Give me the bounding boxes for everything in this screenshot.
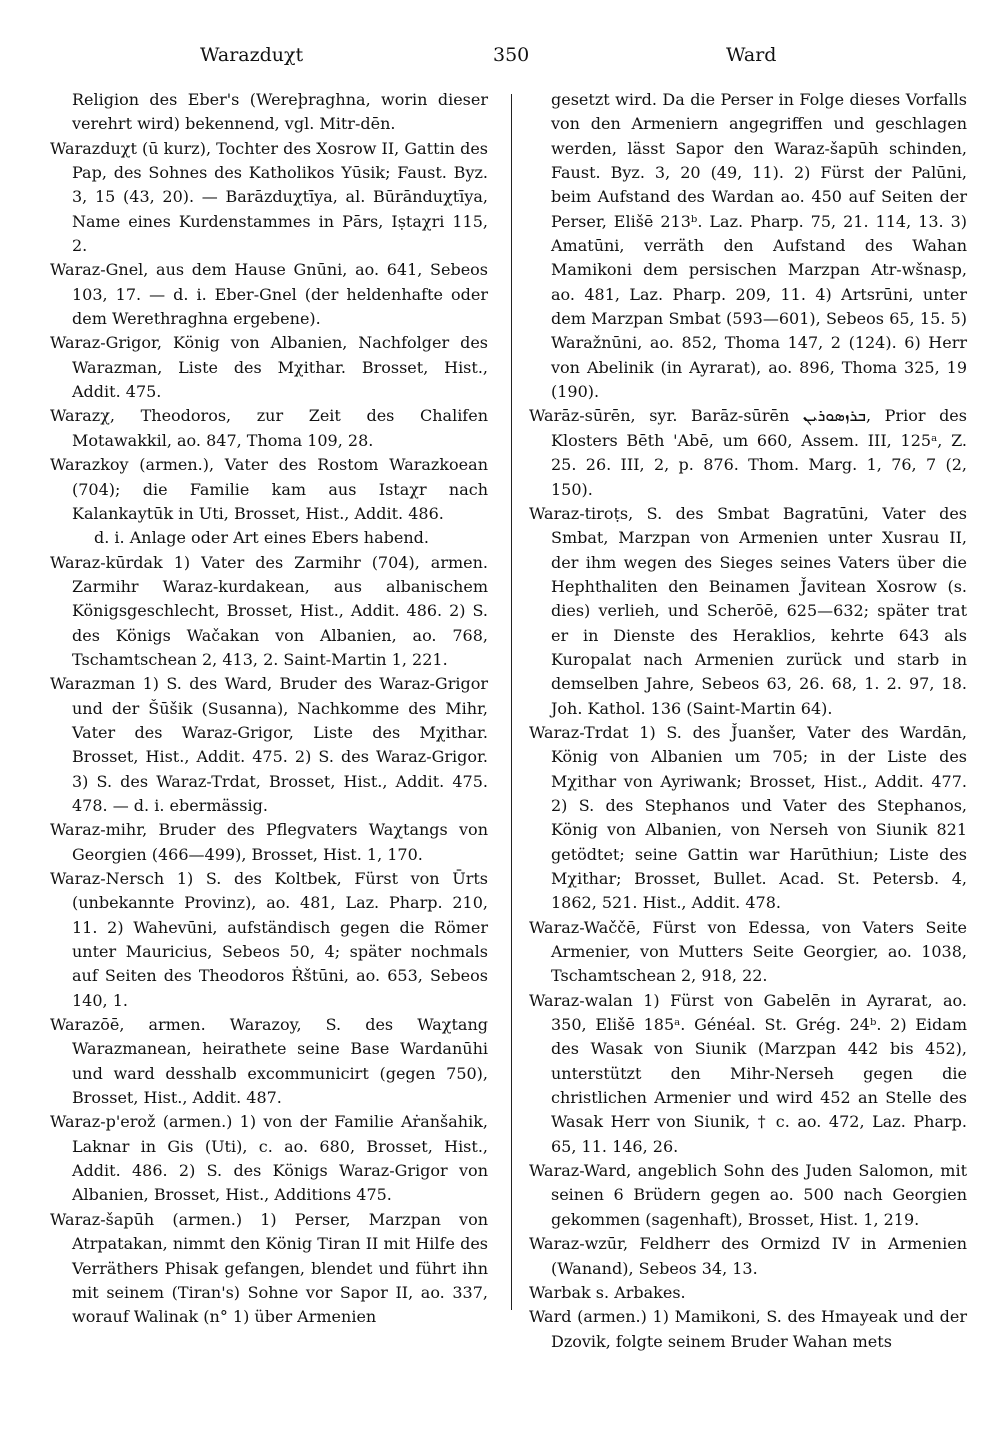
dictionary-entry: Waraz-Gnel, aus dem Hause Gnūni, ao. 641, Sebeos 103, 17. — d. i. Eber-Gnel (der heldenhafte oder dem Werethraghna ergebene). <box>50 260 488 329</box>
dictionary-entry: Warbak s. Arbakes. <box>529 1282 686 1302</box>
dictionary-entry: Waraz-walan 1) Fürst von Gabelēn in Ayrarat, ao. 350, Elišē 185ᵃ. Généal. St. Grég. 24ᵇ. 2) Eidam des Wasak von Siunik (Marzpan 442 bis 452), unterstützt den Mihr-Nerseh gegen die christlichen Armenier und wird 452 an Stelle des Wasak Herr von Siunik, † c. ao. 472, Laz. Pharp. 65, 11. 146, 26. <box>529 990 967 1156</box>
left-column <box>50 88 488 1330</box>
dictionary-entry: Waraz-wzūr, Feldherr des Ormizd IV in Armenien (Wanand), Sebeos 34, 13. <box>529 1234 967 1278</box>
right-column <box>529 88 967 1354</box>
dictionary-entry: Waraz-Waččē, Fürst von Edessa, von Vaters Seite Armenier, von Mutters Seite Georgier, ao. 1038, Tschamtschean 2, 918, 22. <box>529 917 967 986</box>
dictionary-entry: Waraz-Trdat 1) S. des J̌uanšer, Vater des Wardān, König von Albanien um 705; in der Liste des Mχithar von Ayriwank; Brosset, Hist., Addit. 477. 2) S. des Stephanos und Vater des Stephanos, König von Albanien, von Nerseh von Siunik 821 getödtet; seine Gattin war Harūthiun; Liste des Mχithar; Brosset, Bullet. Acad. St. Petersb. 4, 1862, 521. Hist., Addit. 478. <box>529 722 967 913</box>
dictionary-entry: Waraz-kūrdak 1) Vater des Zarmihr (704), armen. Zarmihr Waraz-kurdakean, aus albanischem Königsgeschlecht, Brosset, Hist., Addit. 486. 2) S. des Königs Wačakan von Albanien, ao. 768, Tschamtschean 2, 413, 2. Saint-Martin 1, 221. <box>50 552 488 669</box>
dictionary-entry: Warazkoy (armen.), Vater des Rostom Warazkoean (704); die Familie kam aus Istaχr nach Kalankaytūk in Uti, Brosset, Hist., Addit. 486. <box>50 455 488 523</box>
dictionary-entry: d. i. Anlage oder Art eines Ebers habend. <box>94 528 429 548</box>
dictionary-entry: Warāz-sūrēn, syr. Barāz-sūrēn ܒܪܙܣܘܪܝܢ, Prior des Klosters Bēth 'Abē, um 660, Assem. III, 125ᵃ, Z. 25. 26. III, 2, p. 876. Thom. Marg. 1, 76, 7 (2, 150). <box>529 406 967 499</box>
dictionary-entry: gesetzt wird. Da die Perser in Folge dieses Vorfalls von den Armeniern angegriffen und geschlagen werden, lässt Sapor den Waraz-šapūh schinden, Faust. Byz. 3, 20 (49, 11). 2) Fürst der Palūni, beim Aufstand des Wardan ao. 450 auf Seiten der Perser, Elišē 213ᵇ. Laz. Pharp. 75, 21. 114, 13. 3) Amatūni, verräth den Aufstand des Wahan Mamikoni dem persischen Marzpan Atr-wšnasp, ao. 481, Laz. Pharp. 209, 11. 4) Artsrūni, unter dem Marzpan Smbat (593—601), Sebeos 65, 15. 5) Waražnūni, ao. 852, Thoma 147, 2 (124). 6) Herr von Abelinik (in Ayrarat), ao. 896, Thoma 325, 19 (190). <box>551 90 967 402</box>
dictionary-entry: Waraz-Grigor, König von Albanien, Nachfolger des Warazman, Liste des Mχithar. Brosset, Hist., Addit. 475. <box>50 333 488 402</box>
header-left-keyword: Warazduχt <box>200 44 304 66</box>
column-divider <box>511 94 512 1310</box>
dictionary-entry: Waraz-Nersch 1) S. des Koltbek, Fürst von Ūrts (unbekannte Provinz), ao. 481, Laz. Pharp. 210, 11. 2) Wahevūni, aufständisch gegen die Römer unter Mauricius, Sebeos 50, 4; später nochmals auf Seiten des Theodoros Ṙštūni, ao. 653, Sebeos 140, 1. <box>50 869 488 1010</box>
running-header <box>50 44 968 70</box>
dictionary-entry: Waraz-p'erož (armen.) 1) von der Familie Aṙanšahik, Laknar in Gis (Uti), c. ao. 680, Brosset, Hist., Addit. 486. 2) S. des Königs Waraz-Grigor von Albanien, Brosset, Hist., Additions 475. <box>50 1112 488 1205</box>
dictionary-entry: Religion des Eber's (Wereþraghna, worin dieser verehrt wird) bekennend, vgl. Mitr-dēn. <box>72 90 488 134</box>
dictionary-entry: Waraz-mihr, Bruder des Pflegvaters Waχtangs von Georgien (466—499), Brosset, Hist. 1, 170. <box>50 820 488 864</box>
dictionary-entry: Waraz-šapūh (armen.) 1) Perser, Marzpan von Atrpatakan, nimmt den König Tiran II mit Hilfe des Verräthers Phisak gefangen, blendet und führt ihn mit seinem (Tiran's) Sohne vor Sapor II, ao. 337, worauf Walinak (n° 1) über Armenien <box>50 1209 488 1327</box>
dictionary-entry: Warazχ, Theodoros, zur Zeit des Chalifen Motawakkil, ao. 847, Thoma 109, 28. <box>50 406 488 450</box>
header-right-keyword: Ward <box>726 44 777 66</box>
dictionary-entry: Warazduχt (ū kurz), Tochter des Xosrow II, Gattin des Pap, des Sohnes des Katholikos Yūsik; Faust. Byz. 3, 15 (43, 20). — Barāzduχtīya, al. Būrānduχtīya, Name eines Kurdenstammes in Pārs, Iṣtaχri 115, 2. <box>50 138 488 256</box>
dictionary-entry: Ward (armen.) 1) Mamikoni, S. des Hmayeak und der Dzovik, folgte seinem Bruder Wahan mets <box>529 1307 967 1351</box>
dictionary-entry: Waraz-tiroṭs, S. des Smbat Bagratūni, Vater des Smbat, Marzpan von Armenien unter Xusrau II, der ihm wegen des Sieges seines Vaters über die Hephthaliten den Beinamen J̌avitean Xosrow (s. dies) verlieh, und Scherōē, 625—632; später trat er in Dienste des Heraklios, kehrte 643 als Kuropalat nach Armenien zurück und starb in demselben Jahre, Sebeos 63, 26. 68, 1. 2. 97, 18. Joh. Kathol. 136 (Saint-Martin 64). <box>529 503 967 718</box>
dictionary-entry: Waraz-Ward, angeblich Sohn des Juden Salomon, mit seinen 6 Brüdern gegen ao. 500 nach Georgien gekommen (sagenhaft), Brosset, Hist. 1, 219. <box>529 1161 967 1229</box>
dictionary-entry: Warazman 1) S. des Ward, Bruder des Waraz-Grigor und der Šūšik (Susanna), Nachkomme des Mihr, Vater des Waraz-Grigor, Liste des Mχithar. Brosset, Hist., Addit. 475. 2) S. des Waraz-Grigor. 3) S. des Waraz-Trdat, Brosset, Hist., Addit. 475. 478. — d. i. ebermässig. <box>50 674 488 815</box>
dictionary-entry: Warazōē, armen. Warazoy, S. des Waχtang Warazmanean, heirathete seine Base Wardanūhi und ward desshalb excommunicirt (gegen 750), Brosset, Hist., Addit. 487. <box>50 1015 488 1108</box>
page-number: 350 <box>493 44 530 66</box>
